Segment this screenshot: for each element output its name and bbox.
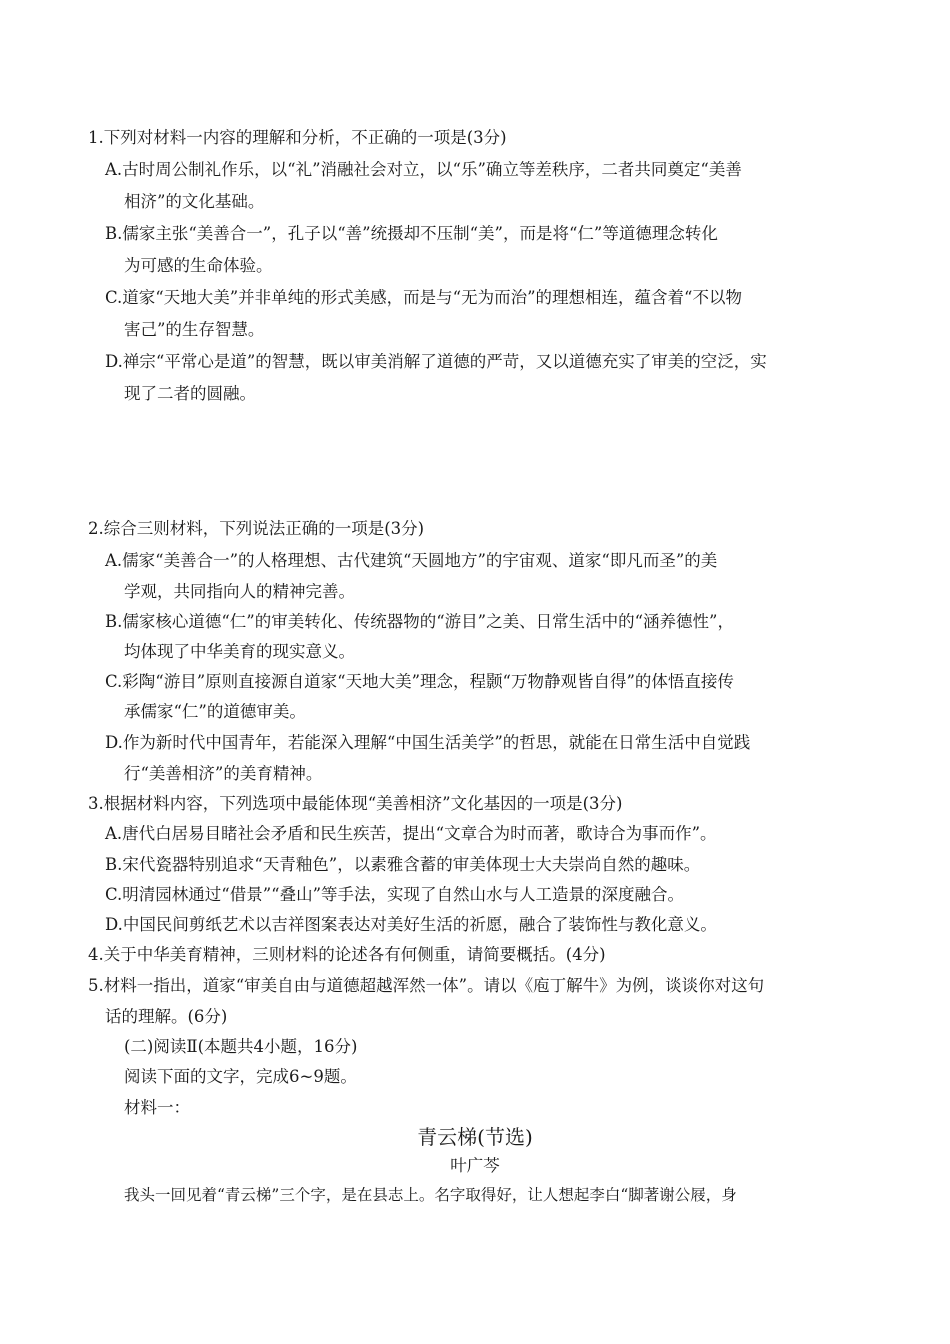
q2-option-c-cont: 承儒家“仁”的道德审美。	[124, 702, 306, 721]
q1-option-c-cont: 害己”的生存智慧。	[124, 320, 265, 339]
q1-option-b: B.儒家主张“美善合一”，孔子以“善”统摄却不压制“美”，而是将“仁”等道德理念转化	[105, 224, 718, 243]
q2-stem: 2.综合三则材料，下列说法正确的一项是(3分)	[88, 519, 425, 538]
section-instruction: 阅读下面的文字，完成6~9题。	[124, 1067, 357, 1086]
article-paragraph: 我头一回见着“青云梯”三个字，是在县志上。名字取得好，让人想起李白“脚著谢公屐，身	[124, 1186, 737, 1204]
q1-option-a-cont: 相济”的文化基础。	[124, 192, 265, 211]
q3-option-b: B.宋代瓷器特别追求“天青釉色”，以素雅含蓄的审美体现士大夫崇尚自然的趣味。	[105, 855, 701, 874]
q2-option-b-cont: 均体现了中华美育的现实意义。	[124, 642, 355, 661]
q1-option-a: A.古时周公制礼作乐，以“礼”消融社会对立，以“乐”确立等差秩序，二者共同奠定“美善	[105, 160, 742, 179]
material-label: 材料一：	[124, 1098, 190, 1117]
section-heading: (二)阅读Ⅱ(本题共4小题，16分)	[124, 1037, 358, 1056]
q3-option-d: D.中国民间剪纸艺术以吉祥图案表达对美好生活的祈愿，融合了装饰性与教化意义。	[105, 915, 717, 934]
q1-option-d: D.禅宗“平常心是道”的智慧，既以审美消解了道德的严苛，又以道德充实了审美的空泛，实	[105, 352, 767, 371]
q5-stem: 5.材料一指出，道家“审美自由与道德超越浑然一体”。请以《庖丁解牛》为例，谈谈你对这句	[88, 976, 765, 995]
q4-stem: 4.关于中华美育精神，三则材料的论述各有何侧重，请简要概括。(4分)	[88, 945, 606, 964]
article-author: 叶广芩	[450, 1156, 500, 1175]
q2-option-a: A.儒家“美善合一”的人格理想、古代建筑“天圆地方”的宇宙观、道家“即凡而圣”的美	[105, 551, 718, 570]
q1-option-b-cont: 为可感的生命体验。	[124, 256, 273, 275]
q1-option-d-cont: 现了二者的圆融。	[124, 384, 256, 403]
q2-option-d: D.作为新时代中国青年，若能深入理解“中国生活美学”的哲思，就能在日常生活中自觉践	[105, 733, 751, 752]
article-title: 青云梯(节选)	[417, 1125, 533, 1149]
q2-option-c: C.彩陶“游目”原则直接源自道家“天地大美”理念，程颢“万物静观皆自得”的体悟直接传	[105, 672, 734, 691]
q1-option-c: C.道家“天地大美”并非单纯的形式美感，而是与“无为而治”的理想相连，蕴含着“不以物	[105, 288, 742, 307]
q5-stem-cont: 话的理解。(6分)	[105, 1007, 228, 1026]
q3-option-a: A.唐代白居易目睹社会矛盾和民生疾苦，提出“文章合为时而著，歌诗合为事而作”。	[105, 824, 717, 843]
q2-option-d-cont: 行“美善相济”的美育精神。	[124, 764, 323, 783]
q1-stem: 1.下列对材料一内容的理解和分析，不正确的一项是(3分)	[88, 128, 507, 147]
q3-stem: 3.根据材料内容，下列选项中最能体现“美善相济”文化基因的一项是(3分)	[88, 794, 623, 813]
q2-option-a-cont: 学观，共同指向人的精神完善。	[124, 582, 355, 601]
q3-option-c: C.明清园林通过“借景”“叠山”等手法，实现了自然山水与人工造景的深度融合。	[105, 885, 685, 904]
q2-option-b: B.儒家核心道德“仁”的审美转化、传统器物的“游目”之美、日常生活中的“涵养德性”，	[105, 612, 734, 631]
